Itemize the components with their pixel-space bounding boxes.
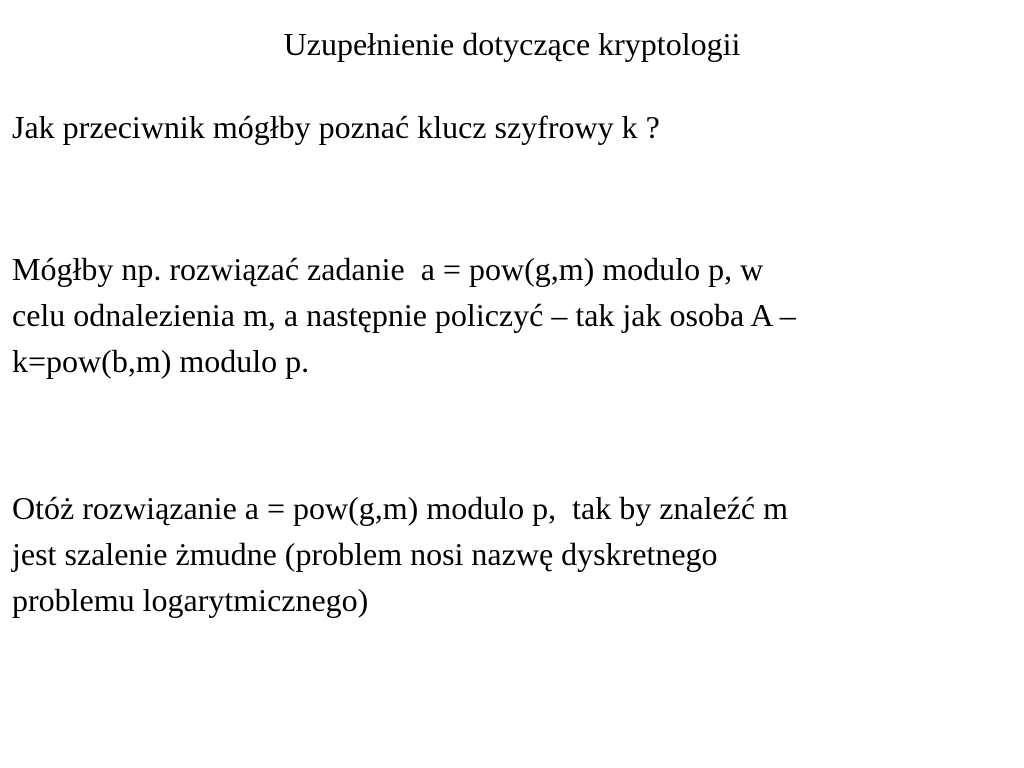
slide-title: Uzupełnienie dotyczące kryptologii: [283, 26, 741, 62]
text-line: celu odnalezienia m, a następnie policzyć – tak jak osoba A –: [12, 297, 796, 333]
text-line: Otóż rozwiązanie a = pow(g,m) modulo p, tak by znaleźć m: [12, 490, 788, 526]
explanation-paragraph: [12, 485, 1012, 623]
text-line: Mógłby np. rozwiązać zadanie a = pow(g,m) modulo p, w: [12, 251, 764, 287]
text-line: jest szalenie żmudne (problem nosi nazwę dyskretnego: [12, 536, 718, 572]
text-line: Jak przeciwnik mógłby poznać klucz szyfrowy k ?: [12, 109, 660, 145]
answer-paragraph: [12, 246, 1012, 384]
text-line: k=pow(b,m) modulo p.: [12, 343, 310, 379]
question-paragraph: [12, 104, 1012, 150]
text-line: problemu logarytmicznego): [12, 582, 369, 618]
